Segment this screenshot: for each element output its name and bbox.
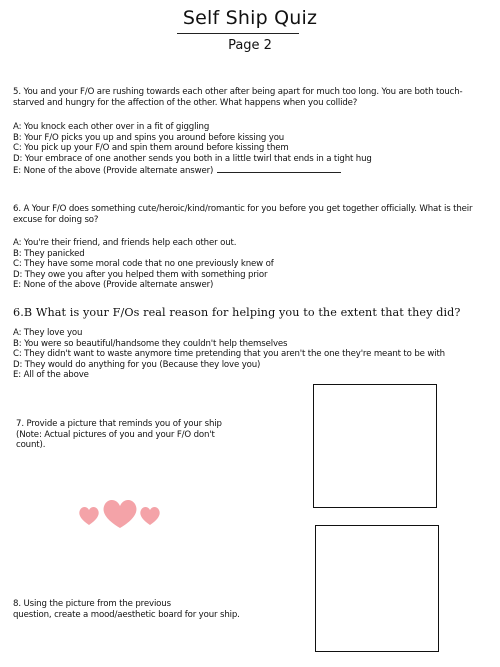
q5-answer-line[interactable] (217, 164, 341, 173)
question-5 (13, 87, 493, 109)
q6b-option-a: A: They love you (13, 328, 83, 338)
question-6b-options (13, 328, 497, 381)
question-6 (13, 204, 493, 226)
q5-option-a: A: You knock each other over in a fit of giggling (13, 122, 210, 132)
page-subtitle: Page 2 (228, 38, 272, 53)
left-heart-icon (79, 507, 98, 525)
center-heart-icon (104, 500, 137, 528)
q6-option-e: E: None of the above (Provide alternate answer) (13, 280, 214, 291)
q6-option-b: B: They panicked (13, 248, 85, 259)
q6-option-a: A: You're their friend, and friends help each other out. (13, 238, 237, 248)
question-7-line-1: 7. Provide a picture that reminds you of your ship (16, 419, 222, 429)
q6b-option-d: D: They would do anything for you (Because they love you) (13, 359, 261, 370)
question-5-options (13, 122, 497, 177)
q5-option-d: D: Your embrace of one another sends you both in a little twirl that ends in a tight hug (13, 153, 372, 164)
q6b-option-c: C: They didn't want to waste anymore time pretending that you aren't the one they're meant to be with (13, 349, 445, 360)
three-hearts-icon (76, 496, 164, 530)
q5-option-e: E: None of the above (Provide alternate answer) (13, 166, 214, 177)
question-7-line-2: (Note: Actual pictures of you and your F/O don't (16, 429, 215, 440)
q6b-option-e: E: All of the above (13, 370, 89, 381)
question-6b-text: 6.B What is your F/Os real reason for helping you to the extent that they did? (13, 306, 461, 319)
q6-option-d: D: They owe you after you helped them with something prior (13, 269, 268, 280)
right-heart-icon (140, 507, 159, 525)
q5-option-e-row (13, 164, 497, 177)
page-title: Self Ship Quiz (182, 7, 318, 29)
q6b-option-b: B: You were so beautiful/handsome they couldn't help themselves (13, 338, 288, 349)
question-8-line-1: 8. Using the picture from the previous (13, 599, 171, 609)
q8-picture-box[interactable] (315, 525, 439, 652)
question-8 (13, 599, 303, 620)
question-6-options (13, 238, 497, 291)
q5-option-b: B: Your F/O picks you up and spins you around before kissing you (13, 132, 285, 143)
question-7-line-3: count). (16, 440, 46, 451)
question-5-text: 5. You and your F/O are rushing towards each other after being apart for much too long. You are both touch-starved and hungry for the affection of the other. What happens when you collide? (13, 87, 463, 108)
title-underline (177, 33, 299, 34)
q7-picture-box[interactable] (313, 384, 437, 508)
question-7 (16, 419, 286, 451)
question-8-line-2: question, create a mood/aesthetic board for your ship. (13, 609, 240, 620)
q5-option-c: C: You pick up your F/O and spin them around before kissing them (13, 143, 289, 154)
question-6-text: 6. A Your F/O does something cute/heroic/kind/romantic for you before you get together officially. What is their excuse for doing so? (13, 204, 473, 225)
q6-option-c: C: They have some moral code that no one previously knew of (13, 259, 274, 270)
